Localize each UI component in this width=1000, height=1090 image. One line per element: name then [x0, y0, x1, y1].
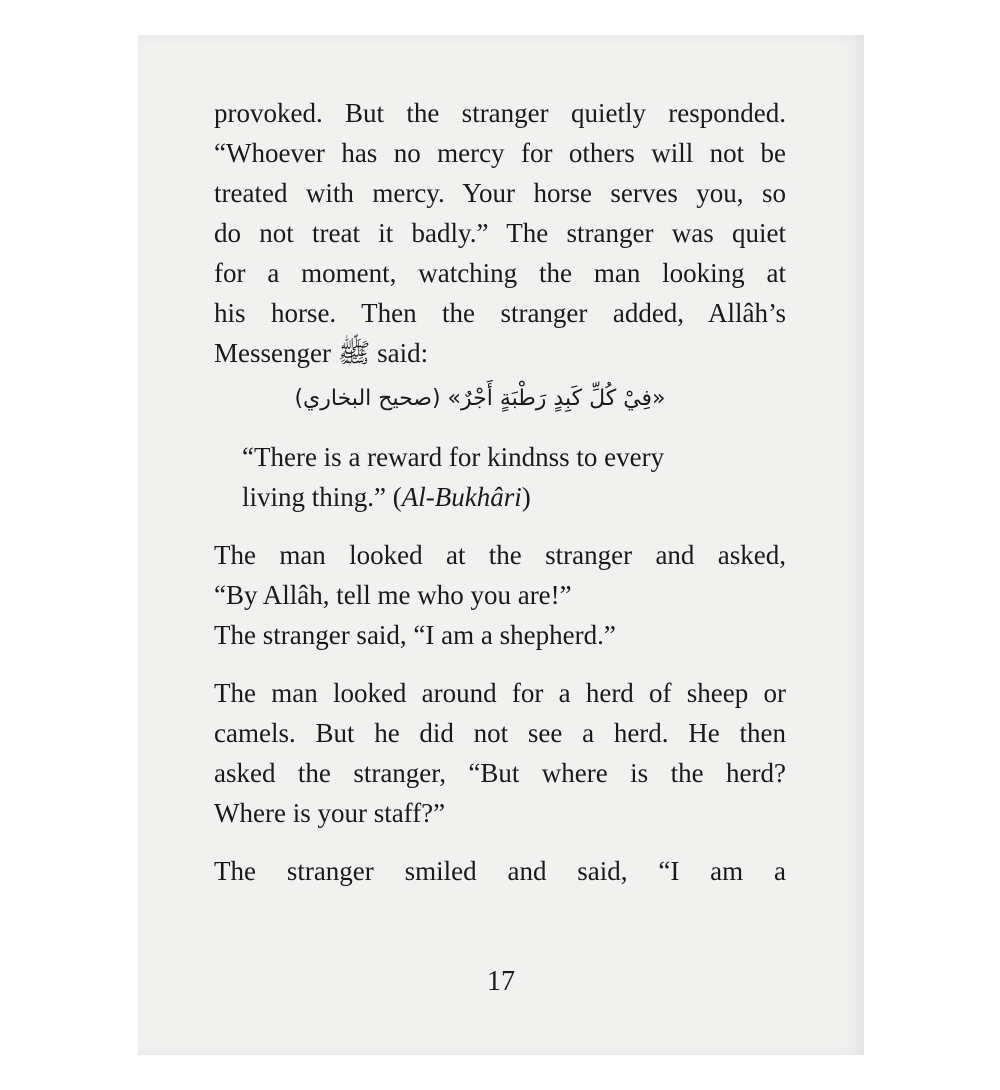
text-line: The man looked around for a herd of sheep or [214, 678, 786, 708]
text-line: do not treat it badly.” The stranger was quiet [214, 218, 786, 248]
text-line: The stranger said, “I am a shepherd.” [214, 620, 616, 650]
paragraph-1 [214, 93, 786, 373]
text-line: provoked. But the stranger quietly responded. [214, 98, 786, 128]
paragraph-3 [214, 615, 786, 655]
text-line: his horse. Then the stranger added, Allâh’s [214, 298, 786, 328]
text-line: for a moment, watching the man looking at [214, 258, 786, 288]
text-line: The man looked at the stranger and asked, [214, 540, 786, 570]
text-line: treated with mercy. Your horse serves you, so [214, 178, 786, 208]
paragraph-2 [214, 535, 786, 615]
text-line: camels. But he did not see a herd. He then [214, 718, 786, 748]
hadith-source: Al-Bukhâri [401, 482, 522, 512]
translation-close: ) [521, 482, 531, 512]
hadith-translation [214, 437, 786, 517]
text-line: “Whoever has no mercy for others will not be [214, 138, 786, 168]
paragraph-5 [214, 851, 786, 891]
page-body [214, 93, 786, 891]
text-line [242, 477, 786, 517]
text-line: asked the stranger, “But where is the herd? [214, 758, 786, 788]
page-number: 17 [487, 966, 515, 997]
text-line: The stranger smiled and said, “I am a [214, 856, 786, 886]
text-line: “There is a reward for kindnss to every [242, 442, 665, 472]
text-line: Where is your staff?” [214, 798, 446, 828]
text-line: “By Allâh, tell me who you are!” [214, 580, 572, 610]
translation-text: living thing.” ( [242, 482, 402, 512]
arabic-hadith: «فِيْ كُلِّ كَبِدٍ رَطْبَةٍ أَجْرٌ» (صحيح البخاري) [294, 386, 666, 411]
paragraph-4 [214, 673, 786, 833]
text-line: Messenger ﷺ said: [214, 338, 429, 368]
book-page [138, 35, 864, 1055]
